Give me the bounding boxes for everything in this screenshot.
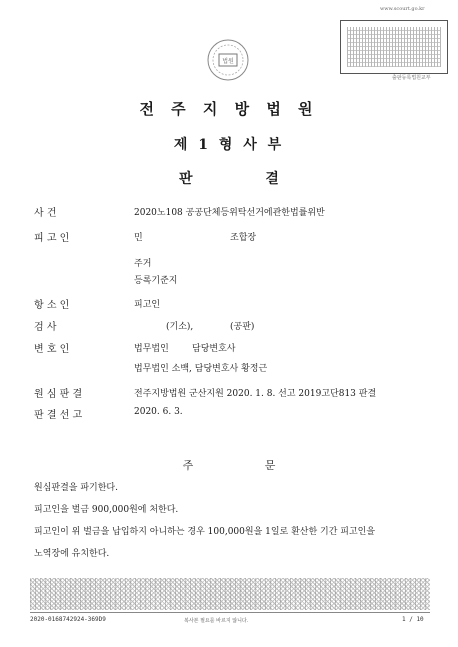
field-value-counsel-attorney: 담당변호사 xyxy=(192,344,236,354)
field-label-original-judgment: 원 심 판 결 xyxy=(34,389,83,400)
order-line: 피고인을 벌금 900,000원에 처한다. xyxy=(34,505,179,515)
code-pattern xyxy=(347,27,441,67)
field-value-counsel-2: 법무법인 소백, 담당변호사 황정근 xyxy=(134,364,268,374)
page-number: 1 / 10 xyxy=(402,616,424,623)
field-label-counsel: 변 호 인 xyxy=(34,344,70,355)
field-value-case: 2020노108 공공단체등위탁선거에관한법률위반 xyxy=(134,208,325,218)
field-value-sentencing-date: 2020. 6. 3. xyxy=(134,407,183,417)
code-caption: 출판등록법원교부 xyxy=(392,75,431,81)
order-line: 피고인이 위 벌금을 납입하지 아니하는 경우 100,000원을 1일로 환산한 기간 피고인을 xyxy=(34,527,376,537)
svg-text:법원: 법원 xyxy=(222,58,234,65)
footer-divider xyxy=(30,612,430,613)
footer-note: 복사본 필요를 바르지 않니다. xyxy=(184,618,249,624)
field-value-original-judgment: 전주지방법원 군산지원 2020. 1. 8. 선고 2019고단813 판결 xyxy=(134,389,377,399)
field-value-defendant: 민 xyxy=(134,233,143,243)
field-value-address: 주거 xyxy=(134,259,152,269)
field-label-case: 사 건 xyxy=(34,208,57,219)
field-value-appellant: 피고인 xyxy=(134,300,161,310)
field-label-sentencing-date: 판 결 선 고 xyxy=(34,410,83,421)
field-value-prosecutor-trial: (공판) xyxy=(230,322,255,332)
document-verification-code xyxy=(340,20,448,74)
court-seal-icon xyxy=(206,38,250,82)
document-id: 2020-0168742924-369D9 xyxy=(30,616,106,623)
field-value-registry: 등록기준지 xyxy=(134,276,178,286)
order-heading: 주 문 xyxy=(182,459,310,472)
field-label-appellant: 항 소 인 xyxy=(34,300,70,311)
order-line: 원심판결을 파기한다. xyxy=(34,483,118,493)
order-line: 노역장에 유치한다. xyxy=(34,549,110,559)
field-label-defendant: 피 고 인 xyxy=(34,233,70,244)
field-value-prosecutor: (기소), xyxy=(166,322,194,332)
field-value-defendant-title: 조합장 xyxy=(230,233,257,243)
document-title: 판 결 xyxy=(179,171,313,187)
field-value-counsel: 법무법인 xyxy=(134,344,169,354)
court-division: 제 1 형 사 부 xyxy=(173,137,285,153)
court-name: 전 주 지 방 법 원 xyxy=(139,100,319,118)
security-pattern-overlay xyxy=(30,578,430,610)
site-url: www.scourt.go.kr xyxy=(380,6,425,12)
field-label-prosecutor: 검 사 xyxy=(34,322,57,333)
